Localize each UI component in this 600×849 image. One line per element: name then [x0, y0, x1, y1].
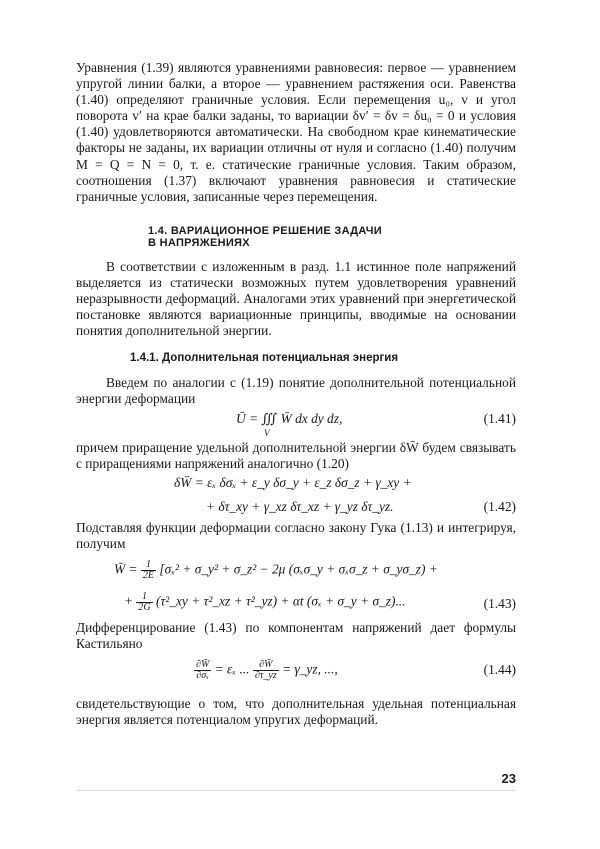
- equation-1-43-lhs: W̄ =: [114, 561, 138, 577]
- equation-1-43-rhs: [σₓ² + σ_y² + σ_z² − 2μ (σₓσ_y + σₓσ_z + σ_yσ_z) +: [159, 561, 438, 577]
- equation-1-41: [76, 408, 516, 436]
- equation-1-41-domain: V: [264, 427, 270, 438]
- equation-1-44-mid: = εₓ ...: [214, 661, 250, 677]
- paragraph-castigliano: Дифференцирование (1.43) по компонентам напряжений дает формулы Кастильяно: [76, 619, 516, 651]
- equation-1-44-body: [194, 660, 338, 681]
- equation-1-42-second: + δτ_xy + γ_xz δτ_xz + γ_yz δτ_yz.: [206, 498, 394, 514]
- equation-1-43-second: [124, 592, 406, 613]
- equation-1-44: [76, 652, 516, 686]
- paragraph-increment: причем приращение удельной дополнительной энергии δW̄ будем связывать с приращениями напряжений аналогично (1.20): [76, 439, 516, 471]
- page-number: 23: [501, 771, 516, 786]
- section-title-line-1: 1.4. ВАРИАЦИОННОЕ РЕШЕНИЕ ЗАДАЧИ: [148, 224, 382, 237]
- equation-1-43-line-2: [76, 586, 516, 620]
- fraction-numerator: ∂W̄: [253, 660, 279, 671]
- equation-number-1-42: (1.42): [483, 498, 516, 514]
- equation-number-1-44: (1.44): [483, 662, 516, 678]
- bottom-rule: [76, 790, 516, 791]
- paragraph-conclusion: свидетельствующие о том, что дополнительная удельная потенциальная энергия является потенциалом упругих деформаций.: [76, 696, 516, 728]
- page-content: [76, 60, 516, 728]
- equation-1-43-first: [114, 560, 438, 581]
- equation-1-44-end: = γ_yz, ...,: [282, 661, 338, 677]
- fraction-dw-dsigma: [194, 660, 211, 681]
- equation-1-42-first: δW̄ = εₓ δσₓ + ε_y δσ_y + ε_z δσ_z + γ_xy +: [174, 474, 412, 490]
- fraction-1-over-2g: [136, 592, 152, 613]
- paragraph-introduce: Введем по аналогии с (1.19) понятие дополнительной потенциальной энергии деформации: [76, 375, 516, 407]
- fraction-numerator: 1: [141, 560, 156, 571]
- equation-1-42-line-2: [76, 496, 516, 520]
- paragraph-stress-field: В соответствии с изложенным в разд. 1.1 истинное поле напряжений выделяется из статически возможных путем удовлетворения уравнений неразрывности деформаций. Аналогами этих уравнений при энергетической постановке являются вариационные принципы, вводимые на основании понятия дополнительной энергии.: [76, 258, 516, 339]
- fraction-denominator: ∂σₓ: [196, 670, 209, 682]
- equation-number-1-41: (1.41): [483, 410, 516, 426]
- equation-1-41-expr: Ū = ∭ W̄ dx dy dz,: [236, 410, 343, 426]
- fraction-denominator: 2E: [142, 569, 155, 581]
- equation-1-43-tail: (τ²_xy + τ²_xz + τ²_yz) + αt (σₓ + σ_y + σ_z)...: [156, 593, 406, 609]
- subsection-title: 1.4.1. Дополнительная потенциальная энергия: [130, 352, 399, 365]
- fraction-1-over-2e: [141, 560, 156, 581]
- equation-1-43-line-1: [76, 552, 516, 586]
- section-title-line-2: В НАПРЯЖЕНИЯХ: [148, 236, 250, 249]
- fraction-dw-dtau: [253, 660, 279, 681]
- equation-1-43-plus: +: [124, 593, 134, 609]
- section-title: [148, 225, 516, 249]
- equation-number-1-43: (1.43): [483, 595, 516, 611]
- fraction-numerator: ∂W̄: [196, 659, 210, 671]
- fraction-denominator: ∂τ_yz: [254, 670, 277, 682]
- equation-1-41-body: [236, 410, 343, 438]
- fraction-numerator: 1: [136, 592, 152, 603]
- paragraph-equilibrium: Уравнения (1.39) являются уравнениями равновесия: первое — уравнением упругой линии балки, а второе — уравнением растяжения оси. Равенства (1.40) определяют граничные условия. Если перемещения u₀, v и угол поворота v′ на крае балки заданы, то вариации δv′ = δv = δu₀ = 0 и условия (1.40) удовлетворяются автоматически. На свободном крае кинематические факторы не заданы, их вариации отличны от нуля и согласно (1.40) получим M = Q = N = 0, т. е. статические граничные условия. Таким образом, соотношения (1.37) включают уравнения равновесия и статические граничные условия, записанные через перемещения.: [76, 60, 516, 204]
- equation-1-42-line-1: [76, 472, 516, 496]
- fraction-denominator: 2G: [138, 601, 151, 613]
- paragraph-hooke: Подставляя функции деформации согласно закону Гука (1.13) и интегрируя, получим: [76, 519, 516, 551]
